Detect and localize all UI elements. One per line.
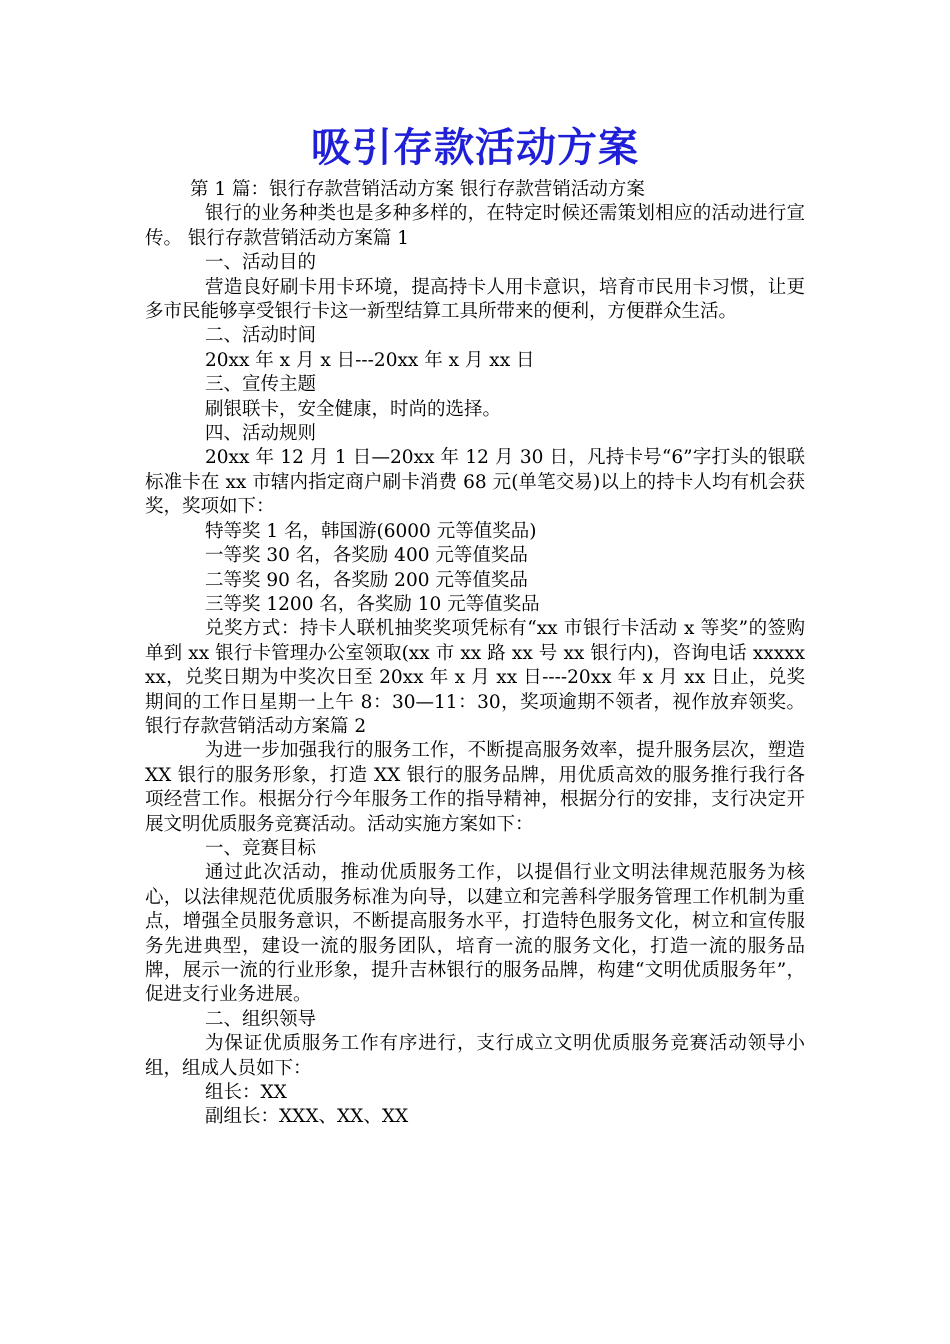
paragraph: 刷银联卡，安全健康，时尚的选择。 xyxy=(205,398,502,420)
paragraph: 银行的业务种类也是多种多样的，在特定时候还需策划相应的活动进行宣传。 银行存款营销活动方案篇 1 xyxy=(145,203,805,249)
paragraph: 特等奖 1 名，韩国游(6000 元等值奖品) xyxy=(205,520,537,542)
paragraph: 一、竞赛目标 xyxy=(205,837,317,859)
paragraph: 副组长：XXX、XX、XX xyxy=(205,1106,409,1128)
paragraph: 二等奖 90 名，各奖励 200 元等值奖品 xyxy=(205,569,528,591)
paragraph: 第 1 篇：银行存款营销活动方案 银行存款营销活动方案 xyxy=(190,179,645,200)
paragraph: 为保证优质服务工作有序进行，支行成立文明优质服务竞赛活动领导小组，组成人员如下： xyxy=(145,1033,805,1079)
paragraph: 20xx 年 x 月 x 日---20xx 年 x 月 xx 日 xyxy=(205,349,535,371)
paragraph: 营造良好刷卡用卡环境，提高持卡人用卡意识，培育市民用卡习惯，让更多市民能够享受银行卡这一新型结算工具所带来的便利，方便群众生活。 xyxy=(145,276,805,323)
document-title: 吸引存款活动方案 xyxy=(311,125,639,171)
paragraph: 为进一步加强我行的服务工作，不断提高服务效率，提升服务层次，塑造 XX 银行的服务形象，打造 XX 银行的服务品牌，用优质高效的服务推行我行各项经营工作。根据分行今年服务工作的指导精神，根据分行的安排，支行决定开展文明优质服务竞赛活动。活动实施方案如下： xyxy=(145,740,805,835)
paragraph: 组长：XX xyxy=(205,1082,287,1104)
document-text xyxy=(145,178,805,1130)
paragraph: 三等奖 1200 名，各奖励 10 元等值奖品 xyxy=(205,593,540,615)
paragraph: 20xx 年 12 月 1 日—20xx 年 12 月 30 日，凡持卡号“6”字打头的银联标准卡在 xx 市辖内指定商户刷卡消费 68 元(单笔交易)以上的持卡人均有机会获奖，奖项如下： xyxy=(145,447,805,518)
document-body xyxy=(145,118,805,1130)
paragraph: 三、宣传主题 xyxy=(205,374,317,396)
paragraph: 通过此次活动，推动优质服务工作，以提倡行业文明法律规范服务为核心，以法律规范优质服务标准为向导，以建立和完善科学服务管理工作机制为重点，增强全员服务意识，不断提高服务水平，打造特色服务文化，树立和宣传服务先进典型，建设一流的服务团队，培育一流的服务文化，打造一流的服务品牌，展示一流的行业形象，提升吉林银行的服务品牌，构建“文明优质服务年”，促进支行业务进展。 xyxy=(145,862,805,1006)
paragraph: 二、活动时间 xyxy=(205,325,317,347)
paragraph: 四、活动规则 xyxy=(205,423,317,445)
paragraph: 兑奖方式：持卡人联机抽奖奖项凭标有“xx 市银行卡活动 x 等奖”的签购单到 xx 银行卡管理办公室领取(xx 市 xx 路 xx 号 xx 银行内)，咨询电话 xxxxxxx，兑奖日期为中奖次日至 20xx 年 x 月 xx 日----20xx 年 x 月 xx 日止，兑奖期间的工作日星期一上午 8：30—11：30，奖项逾期不领者，视作放弃领奖。 银行存款营销活动方案篇 2 xyxy=(145,618,805,737)
paragraph: 一等奖 30 名，各奖励 400 元等值奖品 xyxy=(205,545,528,567)
paragraph: 一、活动目的 xyxy=(205,252,317,274)
paragraph: 二、组织领导 xyxy=(205,1008,317,1030)
